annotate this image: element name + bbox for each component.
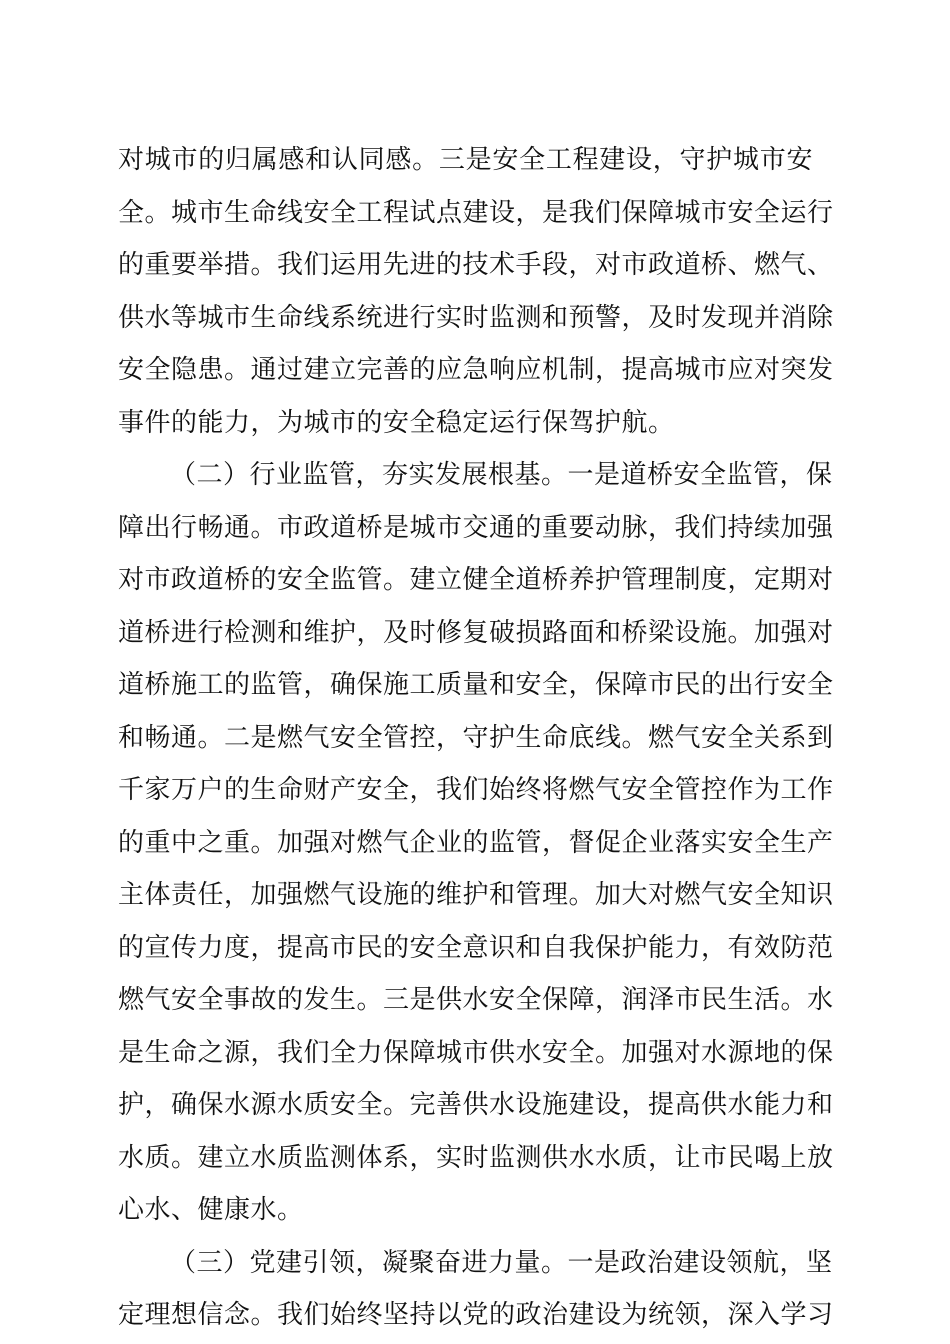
text-line: 供水等城市生命线系统进行实时监测和预警，及时发现并消除: [118, 302, 834, 333]
text-line: 安全隐患。通过建立完善的应急响应机制，提高城市应对突发: [118, 355, 834, 385]
text-line: 燃气安全事故的发生。三是供水安全保障，润泽市民生活。水: [118, 985, 834, 1015]
text-line: 的宣传力度，提高市民的安全意识和自我保护能力，有效防范: [118, 932, 834, 963]
text-line: 是生命之源，我们全力保障城市供水安全。加强对水源地的保: [118, 1037, 834, 1068]
section-heading-line: （三）党建引领，凝聚奋进力量。一是政治建设领航，坚: [170, 1247, 833, 1278]
text-line: 事件的能力，为城市的安全稳定运行保驾护航。: [118, 407, 675, 438]
text-line: 障出行畅通。市政道桥是城市交通的重要动脉，我们持续加强: [118, 512, 834, 543]
text-line: 全。城市生命线安全工程试点建设，是我们保障城市安全运行: [118, 197, 834, 228]
text-line: 道桥进行检测和维护，及时修复破损路面和桥梁设施。加强对: [118, 617, 834, 648]
text-line: 对市政道桥的安全监管。建立健全道桥养护管理制度，定期对: [118, 565, 834, 595]
section-heading-line: （二）行业监管，夯实发展根基。一是道桥安全监管，保: [170, 460, 833, 490]
text-line: 的重中之重。加强对燃气企业的监管，督促企业落实安全生产: [118, 827, 834, 858]
text-line: 主体责任，加强燃气设施的维护和管理。加大对燃气安全知识: [118, 880, 834, 910]
text-line: 护，确保水源水质安全。完善供水设施建设，提高供水能力和: [118, 1090, 834, 1120]
text-line: 千家万户的生命财产安全，我们始终将燃气安全管控作为工作: [118, 775, 834, 805]
text-line: 心水、健康水。: [118, 1195, 304, 1225]
text-line: 水质。建立水质监测体系，实时监测供水水质，让市民喝上放: [118, 1142, 834, 1173]
text-line: 和畅通。二是燃气安全管控，守护生命底线。燃气安全关系到: [118, 722, 834, 753]
body-text: [118, 134, 834, 1342]
text-line: 道桥施工的监管，确保施工质量和安全，保障市民的出行安全: [118, 670, 834, 700]
text-line: 对城市的归属感和认同感。三是安全工程建设，守护城市安: [118, 145, 813, 175]
text-line: 定理想信念。我们始终坚持以党的政治建设为统领，深入学习: [118, 1300, 834, 1330]
text-line: 的重要举措。我们运用先进的技术手段，对市政道桥、燃气、: [118, 250, 834, 280]
